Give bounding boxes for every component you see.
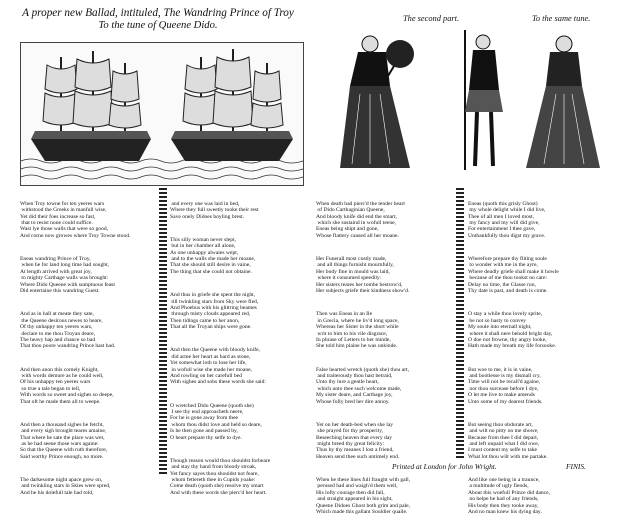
stanza: Wherefore prepare thy fliting soule to wonder with me in the ayre, Where deadly griefe shall make it howle because of me thou tookst no care: Delay no time, the Glasse run, Thy date is past, and death is come. bbox=[468, 256, 559, 295]
stanza: And thus in griefe she spent the night, till twinkling stars from Sky were fled, And Phoebus with his glittring beames through misty clouds appeared red, Then tidings came to her anon, That all the Troyan ships were gone. bbox=[170, 292, 259, 331]
soldier-woodcut-icon bbox=[455, 30, 513, 172]
stanza: False hearted wretch (quoth she) thou art, and traiterously thou hast betraid, Unto thy lure a gentle heart, which unto thee such welcome made, My sister deare, and Carthage joy, Whose folly bred her dire annoy. bbox=[316, 366, 410, 405]
stanza: Eneas wandring Prince of Troy, when he for land long time had sought, At length arrived with great joy, to mighty Carthage walls was brought: Where Dido Queene with sumptuous feast Did entertaine this wandring Guest. bbox=[20, 256, 115, 295]
ships-woodcut-icon bbox=[20, 42, 304, 186]
stanza: Eneas (quoth this grisly Ghost) my whole delight while I did live, Thee of all men I loved most, my fancy and my will did give, For entertainment I thee gave, Unthankfully thou digst my grave. bbox=[468, 200, 546, 239]
stanza: Yet on her death-bed when she lay she prayed for thy prosperity, Beseeching heaven that every day might breed thy great felicity: Thus by thy meanes I lost a friend, Heaven send thee such untimely end. bbox=[316, 421, 400, 460]
stanza: and every one was laid in bed, Where they full sweetly tooke their rest Save onely Didoes boyling brest. bbox=[170, 200, 259, 220]
stanza: But woe to me, it is in vaine, and bootlesse is my dismall cry, Time will not be recall'd againe, nor thou surcease before I dye, O let me live to make amends Unto some of my dearest friends. bbox=[468, 366, 543, 405]
stanza: The darkesome night apace grew on, and twinkling stars in Skies were spred, And he his dolefull tale had told, bbox=[20, 477, 111, 496]
woman-woodcut-icon bbox=[340, 30, 424, 172]
stanza: When death had pierc'd the tender heart of Dido Carthaginian Queene, And bloody knife did end the smart, which she sustaind in wofull teene, Eneas being shipt and gone, Whose flattery caused all her moane. bbox=[316, 200, 405, 239]
stanza: When Troy towne for ten yeeres wars withstood the Greeks in manfull wise, Yet did their foes increase so fast, that to resist none could suffice. Wast lye those walls that were so good, And corne now growes where Troy Towne stood. bbox=[20, 200, 131, 239]
ballad-tune: To the tune of Queene Dido. bbox=[98, 20, 218, 31]
left-page-column-2 bbox=[170, 188, 308, 496]
ornamental-border bbox=[159, 188, 167, 476]
stanza: Her Funerall most costly made, and all things furnisht mournfully, Her body fine in mould was laid, where it consumed speedily: Her sisters teares her tombe bestrow'd, Her subjects griefe their kindness show'd. bbox=[316, 256, 410, 295]
left-page-column-1 bbox=[20, 188, 156, 496]
stanza: And then the Queene with bloody knife, did arme her heart as hard as stone, Yet somewhat loth to lose her life, in wofull wise she made her moane, And rowling on her carefull bed With sighes and sobs these words she said: bbox=[170, 347, 266, 386]
stanza: And as in hall at meate they sate, the Queene desirous newes to heare, Of thy unhappy ten yeeres wars, declare to me thou Troyan deare, The heavy hap and chance so bad That thou poore wandring Prince hast had. bbox=[20, 311, 116, 350]
stanza: Though reason would thou shouldst forbeare and stay thy hand from bloody stroak, Yet fancy sayes thou shouldst not feare, whom fettereth thee in Cupids yoake: Come death (quoth she) resolve my smart And with these words she pierc'd her heart. bbox=[170, 457, 271, 496]
stanza: And like one being in a traunce, a multitude of ugly fiends, About this woefull Prince did dance, no helpe he had of any friends, His body then they tooke away, And no man knew his dying day. bbox=[468, 477, 551, 516]
finis-mark: FINIS. bbox=[566, 462, 586, 471]
ornamental-border bbox=[456, 188, 464, 458]
stanza: And then anon this comely Knight, with words demure as he could well, Of his unhappy ten yeeres wars so true a tale began to tell, With words so sweet and sighes so deepe, That oft he made them all to weepe. bbox=[20, 366, 114, 405]
stanza: When he these lines full fraught with gall, perused had and waigh'd them well, His lofty courage then did fall, and straight appeared in his sight, Queene Didoes Ghost both grim and pale, Which made this gallant Souldier quaile. bbox=[316, 477, 411, 516]
stanza: But seeing thou obdurate art, and wilt no pitty on me showe, Because from thee I did depart, and left unpaid what I did owe, I must content my selfe to take What lot thou wilt with me partake. bbox=[468, 421, 548, 460]
second-part-header: The second part. bbox=[403, 14, 460, 23]
stanza: Then was Eneas in an Ile in Grecia, where he liv'd long space, Whereas her Sister in the short while writ to him to his vile disgrace, In phrase of Letters to her minde, She told him plaine he was unkinde. bbox=[316, 311, 399, 350]
same-tune-header: To the same tune. bbox=[532, 14, 591, 23]
stanza: O wretched Dido Queene (quoth she) I see thy end approacheth neere, For he is gone away from thee whom thou didst love and held so deare, Is he then gone and passed by, O heart prepare thy selfe to dye. bbox=[170, 402, 262, 441]
printer-imprint: Printed at London for John Wright. bbox=[392, 462, 497, 471]
stanza: And then a thousand sighes he fetcht, and every sigh brought teares amaine, That where he sate the place was wet, as he had seene those wars againe: So that the Queene with ruth therefore, Said worthy Prince enough, no more. bbox=[20, 421, 108, 460]
stanza: This silly woman never slept, but in her chamber all alone, As one unhappy alwaies wept, and to the walls she made her moane, That she should still desire in vaine, The thing that she could not obtaine. bbox=[170, 236, 256, 275]
woman-woodcut-icon bbox=[520, 30, 604, 172]
ballad-title: A proper new Ballad, intituled, The Wandring Prince of Troy bbox=[22, 7, 294, 19]
stanza: O stay a while thou lovely sprite, be not so hasty to convey My soule into eternall night, where it shall nere behold bright day, O doe not frowne, thy angry looke, Hath made my breath my life forsooke. bbox=[468, 311, 557, 350]
